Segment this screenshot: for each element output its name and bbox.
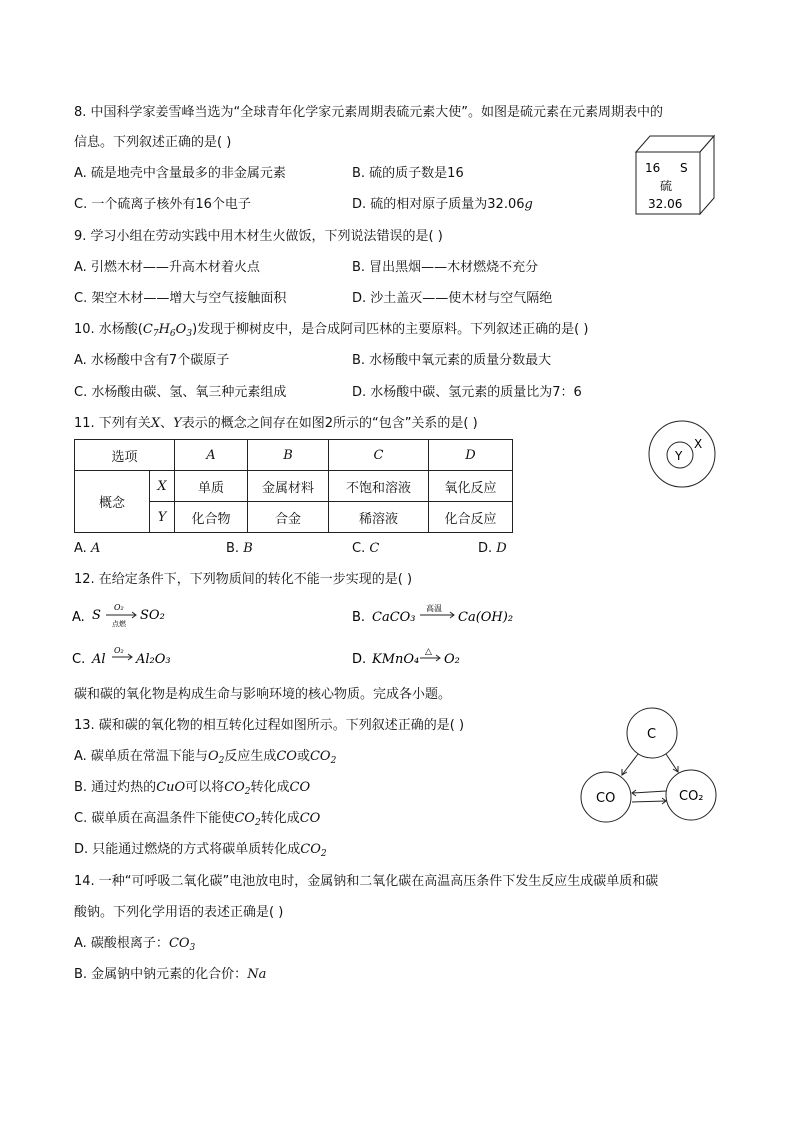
- q9-option-d[interactable]: D. 沙土盖灭——使木材与空气隔绝: [352, 291, 553, 306]
- q8-option-c[interactable]: C. 一个硫离子核外有16个电子: [74, 197, 251, 212]
- q12-stem: 12. 在给定条件下，下列物质间的转化不能一步实现的是( ): [74, 572, 413, 587]
- formula: CO: [276, 749, 297, 764]
- element-name: 硫: [660, 179, 673, 193]
- formula: CO: [234, 811, 255, 826]
- formula: CO: [289, 780, 311, 795]
- q11-x: X: [150, 416, 161, 431]
- q13-option-a[interactable]: [74, 748, 336, 770]
- q10-option-a[interactable]: A. 水杨酸中含有7个碳原子: [74, 353, 230, 368]
- carbon-cycle-diagram: [570, 702, 730, 832]
- q13-stem: 13. 碳和碳的氧化物的相互转化过程如图所示。下列叙述正确的是( ): [74, 718, 465, 733]
- q12-a-to: SO₂: [140, 608, 165, 623]
- formula-o-count: 3: [186, 329, 193, 339]
- q8-stem-line1: 8. 中国科学家姜雪峰当选为“全球青年化学家元素周期表硫元素大使”。如图是硫元素在元素周期表中的: [74, 105, 664, 120]
- formula-subscript: 3: [189, 943, 196, 953]
- q8-stem-line2: 信息。下列叙述正确的是( ): [74, 135, 232, 150]
- q11-option-c-prefix: C.: [352, 541, 370, 556]
- q13-c-text: C. 碳单质在高温条件下能使: [74, 811, 235, 826]
- table-header-c: C: [329, 440, 429, 471]
- table-row-y-key: Y: [150, 502, 175, 533]
- q10-formula: [143, 322, 192, 337]
- arrow-co-to-co2: [632, 801, 666, 802]
- q13-a-text: A. 碳单质在常温下能与: [74, 749, 208, 764]
- q11-stem: [74, 415, 478, 433]
- q11-option-d[interactable]: [478, 540, 507, 558]
- q10-stem: [74, 321, 588, 343]
- formula: O: [207, 749, 219, 764]
- q11-option-b[interactable]: [226, 540, 253, 558]
- q12-a-label: A.: [72, 610, 85, 625]
- formula-h: H: [158, 322, 170, 337]
- q14-b-text: B. 金属钠中钠元素的化合价：: [74, 967, 248, 982]
- sulfur-element-cell: [628, 128, 718, 216]
- formula: CO: [300, 842, 321, 857]
- formula: CO: [299, 811, 321, 826]
- q12-d-label: D.: [352, 652, 367, 667]
- q14-stem-line2: 酸钠。下列化学用语的表述正确是( ): [74, 905, 284, 920]
- q12-a-below: 点燃: [112, 620, 126, 628]
- formula: Na: [247, 967, 267, 982]
- q11-stem-prefix: 11. 下列有关: [74, 416, 151, 431]
- atomic-number: 16: [645, 161, 661, 175]
- q10-option-b[interactable]: B. 水杨酸中氧元素的质量分数最大: [352, 353, 552, 368]
- q13-option-d[interactable]: [74, 841, 327, 863]
- q12-c-above: O₂: [114, 646, 124, 655]
- q10-stem-prefix: 10. 水杨酸(: [74, 322, 143, 337]
- table-cell: 稀溶液: [329, 502, 429, 533]
- q11-sep: 、: [160, 416, 174, 431]
- q11-option-d-value: D: [496, 541, 507, 556]
- table-header-row: [75, 440, 513, 471]
- table-cell: 不饱和溶液: [329, 471, 429, 502]
- q12-d-above: △: [425, 647, 432, 657]
- node-co-label: CO: [596, 791, 616, 806]
- venn-inner-label: Y: [675, 449, 683, 463]
- q12-option-a[interactable]: [70, 596, 210, 632]
- formula-c-count: 7: [152, 329, 159, 339]
- q13-option-c[interactable]: [74, 810, 320, 832]
- table-row-x: [75, 471, 513, 502]
- q11-option-b-prefix: B.: [226, 541, 244, 556]
- table-row-x-key: X: [150, 471, 175, 502]
- arrow-co2-to-co: [632, 791, 666, 793]
- formula: CO: [309, 749, 331, 764]
- formula-subscript: 2: [330, 756, 337, 766]
- q11-option-b-value: B: [243, 541, 253, 556]
- q11-option-c-value: C: [369, 541, 380, 556]
- table-cell: 金属材料: [248, 471, 329, 502]
- q12-d-from: KMnO₄: [372, 652, 420, 667]
- formula-subscript: 2: [244, 787, 251, 797]
- q10-option-c[interactable]: C. 水杨酸由碳、氢、氧三种元素组成: [74, 385, 287, 400]
- q14-a-text: A. 碳酸根离子：: [74, 936, 169, 951]
- node-co2-label: CO₂: [679, 789, 704, 804]
- q13-b-text: B. 通过灼热的: [74, 780, 157, 795]
- q12-option-b[interactable]: [348, 600, 528, 634]
- q11-option-d-prefix: D.: [478, 541, 497, 556]
- table-cell: 合金: [248, 502, 329, 533]
- q12-d-to: O₂: [444, 652, 460, 667]
- q12-c-from: Al: [92, 652, 106, 667]
- q9-stem: 9. 学习小组在劳动实践中用木材生火做饭，下列说法错误的是( ): [74, 229, 443, 244]
- q11-y: Y: [173, 416, 182, 431]
- q12-b-label: B.: [352, 610, 366, 625]
- q13-b-text-mid: 可以将: [185, 780, 225, 795]
- atomic-mass: 32.06: [648, 197, 683, 211]
- venn-outer-label: X: [694, 437, 703, 451]
- q11-option-a[interactable]: [74, 540, 100, 558]
- q8-option-a[interactable]: A. 硫是地壳中含量最多的非金属元素: [74, 166, 286, 181]
- venn-inclusion-diagram: [648, 418, 720, 490]
- formula-subscript: 2: [218, 756, 225, 766]
- q12-b-to: Ca(OH)₂: [458, 610, 514, 625]
- formula-c: C: [142, 322, 153, 337]
- element-symbol: S: [680, 161, 688, 175]
- q11-option-a-value: A: [90, 541, 101, 556]
- q10-stem-suffix: )发现于柳树皮中，是合成阿司匹林的主要原料。下列叙述正确的是( ): [192, 322, 589, 337]
- formula: CuO: [156, 780, 186, 795]
- q13-c-text-mid: 转化成: [260, 811, 300, 826]
- q12-b-above: 高温: [426, 604, 442, 613]
- q13-a-text-mid: 反应生成: [224, 749, 277, 764]
- q14-option-a[interactable]: [74, 935, 195, 957]
- formula-subscript: 2: [320, 849, 327, 859]
- table-cell: 氧化反应: [429, 471, 513, 502]
- table-concept-label: 概念: [75, 471, 150, 533]
- q8-option-d-text: D. 硫的相对原子质量为32.06: [352, 197, 525, 212]
- formula-h-count: 6: [169, 329, 176, 339]
- q14-stem-line1: 14. 一种“可呼吸二氧化碳”电池放电时，金属钠和二氧化碳在高温高压条件下发生反应生成碳单质和碳: [74, 874, 659, 889]
- q11-options-table: [74, 439, 513, 533]
- q12-a-above: O₂: [114, 603, 124, 612]
- formula-o: O: [175, 322, 187, 337]
- formula: CO: [224, 780, 245, 795]
- q9-option-b[interactable]: B. 冒出黑烟——木材燃烧不充分: [352, 260, 539, 275]
- q11-option-c[interactable]: [352, 540, 379, 558]
- section-intro: 碳和碳的氧化物是构成生命与影响环境的核心物质。完成各小题。: [74, 687, 452, 702]
- q14-option-b[interactable]: [74, 966, 266, 984]
- q12-option-d[interactable]: [348, 642, 488, 672]
- formula-subscript: 2: [254, 818, 261, 828]
- q12-option-c[interactable]: [70, 642, 210, 672]
- table-header-a: A: [175, 440, 248, 471]
- table-header-d: D: [429, 440, 513, 471]
- q8-option-b[interactable]: B. 硫的质子数是16: [352, 166, 464, 181]
- q11-option-a-prefix: A.: [74, 541, 91, 556]
- q11-stem-suffix: 表示的概念之间存在如图2所示的“包含”关系的是( ): [181, 416, 478, 431]
- q10-option-d[interactable]: D. 水杨酸中碳、氢元素的质量比为7：6: [352, 385, 582, 400]
- formula: CO: [168, 936, 190, 951]
- q12-a-from: S: [92, 608, 101, 623]
- q13-option-b[interactable]: [74, 779, 310, 801]
- table-cell: 化合反应: [429, 502, 513, 533]
- q13-d-text: D. 只能通过燃烧的方式将碳单质转化成: [74, 842, 301, 857]
- table-cell: 单质: [175, 471, 248, 502]
- q12-b-from: CaCO₃: [372, 610, 416, 625]
- q8-option-d[interactable]: [352, 196, 533, 214]
- table-header-label: 选项: [75, 440, 175, 471]
- node-c-label: C: [647, 727, 657, 742]
- q13-a-text-or: 或: [296, 749, 310, 764]
- q12-c-to: Al₂O₃: [136, 652, 171, 667]
- arrow-c-to-co2: [666, 754, 678, 772]
- table-cell: 化合物: [175, 502, 248, 533]
- q9-option-a[interactable]: A. 引燃木材——升高木材着火点: [74, 260, 260, 275]
- q13-b-text-mid2: 转化成: [250, 780, 290, 795]
- q9-option-c[interactable]: C. 架空木材——增大与空气接触面积: [74, 291, 287, 306]
- arrow-c-to-co: [622, 754, 638, 775]
- table-header-b: B: [248, 440, 329, 471]
- q12-c-label: C.: [72, 652, 86, 667]
- q8-option-d-unit: g: [524, 197, 533, 212]
